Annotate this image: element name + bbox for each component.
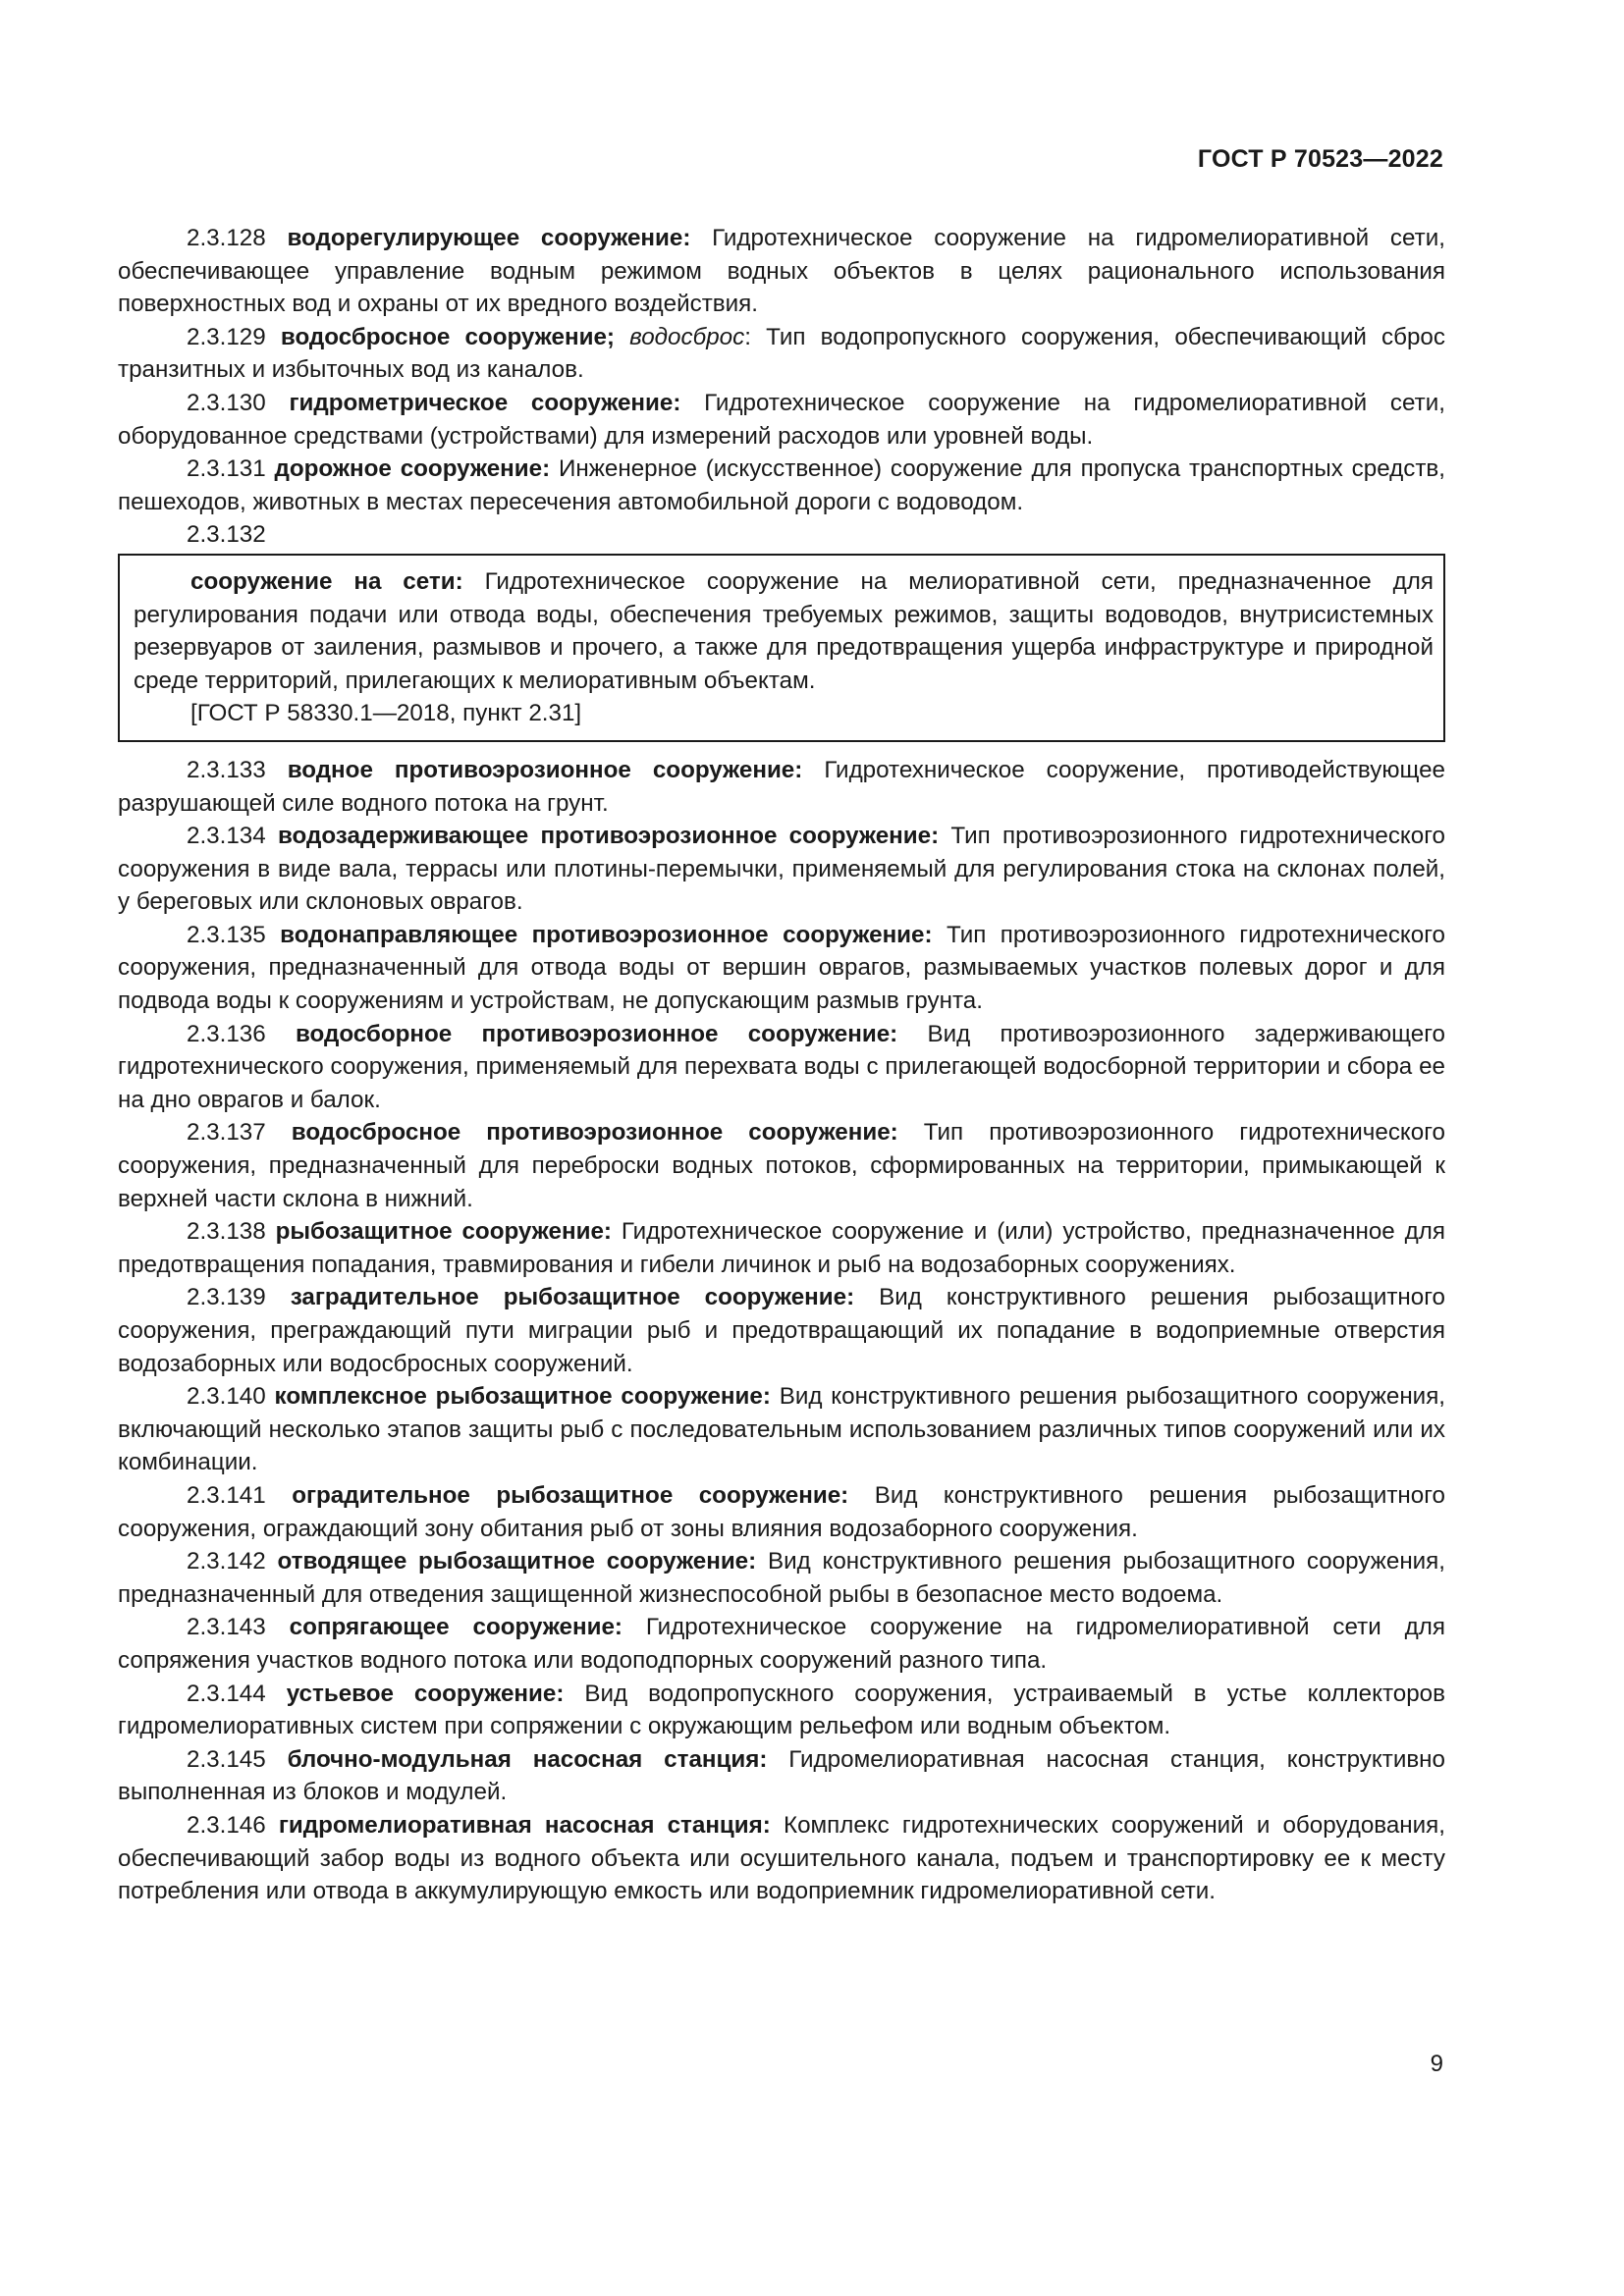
quoted-definition-box xyxy=(118,554,1445,742)
term-entry xyxy=(118,919,1445,1018)
term-entry xyxy=(118,1281,1445,1380)
entry-definition: Гидромелиоративная насосная станция, конструктивно выполненная из блоков и модулей. xyxy=(118,1745,1445,1806)
term-entry xyxy=(118,453,1445,518)
term-entry xyxy=(118,1545,1445,1611)
entry-definition: Гидротехническое сооружение на гидромелиоративной сети для сопряжения участков водного потока или водоподпорных сооружений разного типа. xyxy=(118,1614,1445,1674)
entry-number: 2.3.131 xyxy=(187,455,266,483)
entry-term: отводящее рыбозащитное сооружение: xyxy=(277,1548,757,1575)
term-entry xyxy=(118,820,1445,919)
entry-term: водное противоэрозионное сооружение: xyxy=(287,756,803,783)
entry-number: 2.3.139 xyxy=(187,1284,266,1311)
term-entry xyxy=(118,1479,1445,1545)
entry-definition: Гидротехническое сооружение на гидромелиоративной сети, обеспечивающее управление водным режимом водных объектов в целях рационального использования поверхностных вод и охраны от их вредного воздействия. xyxy=(118,225,1445,318)
entry-definition: Вид конструктивного решения рыбозащитного сооружения, предназначенный для отведения защищенной жизнеспособной рыбы в безопасное место водоема. xyxy=(118,1548,1446,1608)
entry-term: водонаправляющее противоэрозионное сооружение: xyxy=(280,921,933,948)
entry-term: оградительное рыбозащитное сооружение: xyxy=(292,1481,849,1509)
term-entry xyxy=(118,1018,1445,1117)
page-number: 9 xyxy=(1430,2051,1443,2077)
entry-definition: : Тип водопропускного сооружения, обеспечивающий сброс транзитных и избыточных вод из каналов. xyxy=(118,323,1445,384)
entry-definition: Комплекс гидротехнических сооружений и оборудования, обеспечивающий забор воды из водного объекта или осушительного канала, подъем и транспортировку ее к месту потребления или отвода в аккумулирующую емкость или водоприемник гидромелиоративной сети. xyxy=(118,1811,1445,1905)
entry-term: устьевое сооружение: xyxy=(286,1680,565,1707)
term-entry xyxy=(118,1611,1445,1677)
document-code: ГОСТ Р 70523—2022 xyxy=(1197,145,1443,173)
entry-term: сопрягающее сооружение: xyxy=(289,1614,623,1641)
term-entry xyxy=(118,222,1445,321)
entry-definition: Вид конструктивного решения рыбозащитного сооружения, включающий несколько этапов защиты рыб с последовательным использованием различных типов сооружений или их комбинации. xyxy=(118,1383,1446,1476)
entry-number: 2.3.138 xyxy=(187,1218,266,1246)
entry-definition: Тип противоэрозионного гидротехнического сооружения в виде вала, террасы или плотины-перемычки, применяемый для регулирования стока на склонах полей, у береговых или склоновых оврагов. xyxy=(118,823,1445,916)
entry-term: гидрометрическое сооружение: xyxy=(289,389,681,416)
entry-definition: Гидротехническое сооружение и (или) устройство, предназначенное для предотвращения попадания, травмирования и гибели личинок и рыб на водозаборных сооружениях. xyxy=(118,1218,1445,1278)
entry-definition: Вид водопропускного сооружения, устраиваемый в устье коллекторов гидромелиоративных систем при сопряжении с окружающим рельефом или водным объектом. xyxy=(118,1680,1445,1740)
term-entry xyxy=(118,321,1445,387)
term-entry xyxy=(118,1215,1445,1281)
entry-number: 2.3.128 xyxy=(187,225,266,251)
entry-term: блочно-модульная насосная станция: xyxy=(287,1745,768,1773)
entry-number: 2.3.140 xyxy=(187,1383,266,1411)
entry-definition: Гидротехническое сооружение на гидромелиоративной сети, оборудованное средствами (устройствами) для измерений расходов или уровней воды. xyxy=(118,389,1445,450)
entry-term: заградительное рыбозащитное сооружение: xyxy=(290,1284,855,1311)
entry-term: водосбросное противоэрозионное сооружение: xyxy=(291,1119,898,1147)
entry-definition: Инженерное (искусственное) сооружение для пропуска транспортных средств, пешеходов, животных в местах пересечения автомобильной дороги с водоводом. xyxy=(118,455,1445,515)
entry-number: 2.3.134 xyxy=(187,823,266,850)
entry-definition: Вид противоэрозионного задерживающего гидротехнического сооружения, применяемый для перехвата воды с прилегающей водосборной территории и сбора ее на дно оврагов и балок. xyxy=(118,1020,1445,1113)
term-entry xyxy=(118,1380,1445,1479)
entry-number: 2.3.137 xyxy=(187,1119,266,1147)
entry-definition: Вид конструктивного решения рыбозащитного сооружения, ограждающий зону обитания рыб от зоны влияния водозаборного сооружения. xyxy=(118,1481,1445,1542)
entry-definition: Вид конструктивного решения рыбозащитного сооружения, преграждающий пути миграции рыб и предотвращающий их попадание в водоприемные отверстия водозаборных или водосбросных сооружений. xyxy=(118,1284,1445,1377)
entry-definition: Тип противоэрозионного гидротехнического сооружения, предназначенный для переброски водных потоков, сформированных на территории, примыкающей к верхней части склона в нижний. xyxy=(118,1119,1445,1212)
entry-definition: Гидротехническое сооружение, противодействующее разрушающей силе водного потока на грунт. xyxy=(118,756,1445,817)
entry-term: водорегулирующее сооружение: xyxy=(287,225,691,251)
entry-definition: Гидротехническое сооружение на мелиоративной сети, предназначенное для регулирования подачи или отвода воды, обеспечения требуемых режимов, защиты водоводов, внутрисистемных резервуаров от заиления, размывов и прочего, а также для предотвращения ущерба инфраструктуре и природной среде территорий, прилегающих к мелиоративным объектам. xyxy=(134,567,1434,694)
term-entry xyxy=(118,754,1445,820)
entry-number: 2.3.146 xyxy=(187,1811,266,1839)
entry-term: водозадерживающее противоэрозионное сооружение: xyxy=(277,823,940,850)
source-reference: [ГОСТ Р 58330.1—2018, пункт 2.31] xyxy=(190,700,582,727)
term-entry xyxy=(118,1116,1445,1215)
entry-number: 2.3.130 xyxy=(187,389,266,416)
quoted-definition xyxy=(134,565,1434,697)
entry-term: гидромелиоративная насосная станция: xyxy=(278,1811,771,1839)
entry-number: 2.3.145 xyxy=(187,1745,266,1773)
entry-number: 2.3.143 xyxy=(187,1614,266,1641)
entry-term: водосбросное сооружение; xyxy=(280,323,615,350)
entry-number: 2.3.133 xyxy=(187,756,266,783)
entry-term: комплексное рыбозащитное сооружение: xyxy=(274,1383,771,1411)
term-entry xyxy=(118,1678,1445,1743)
entry-synonym: водосброс xyxy=(629,323,745,350)
entry-number: 2.3.144 xyxy=(187,1680,266,1707)
entry-term: рыбозащитное сооружение: xyxy=(275,1218,612,1246)
entry-number: 2.3.135 xyxy=(187,921,266,948)
entry-number: 2.3.142 xyxy=(187,1548,266,1575)
entry-number: 2.3.129 xyxy=(187,323,266,350)
term-entry xyxy=(118,1743,1445,1809)
entry-number: 2.3.136 xyxy=(187,1020,266,1047)
entry-term: дорожное сооружение: xyxy=(274,455,551,483)
document-body xyxy=(118,222,1445,1908)
entry-term: водосборное противоэрозионное сооружение: xyxy=(295,1020,898,1047)
entry-number: 2.3.141 xyxy=(187,1481,266,1509)
term-entry xyxy=(118,1809,1445,1908)
term-entry xyxy=(118,387,1445,453)
entry-term: сооружение на сети: xyxy=(190,567,463,595)
entry-definition: Тип противоэрозионного гидротехнического сооружения, предназначенный для отвода воды от вершин оврагов, размываемых участков полевых дорог и для подвода воды к сооружениям и устройствам, не допускающим размыв грунта. xyxy=(118,921,1445,1015)
boxed-entry-number: 2.3.132 xyxy=(187,521,266,549)
